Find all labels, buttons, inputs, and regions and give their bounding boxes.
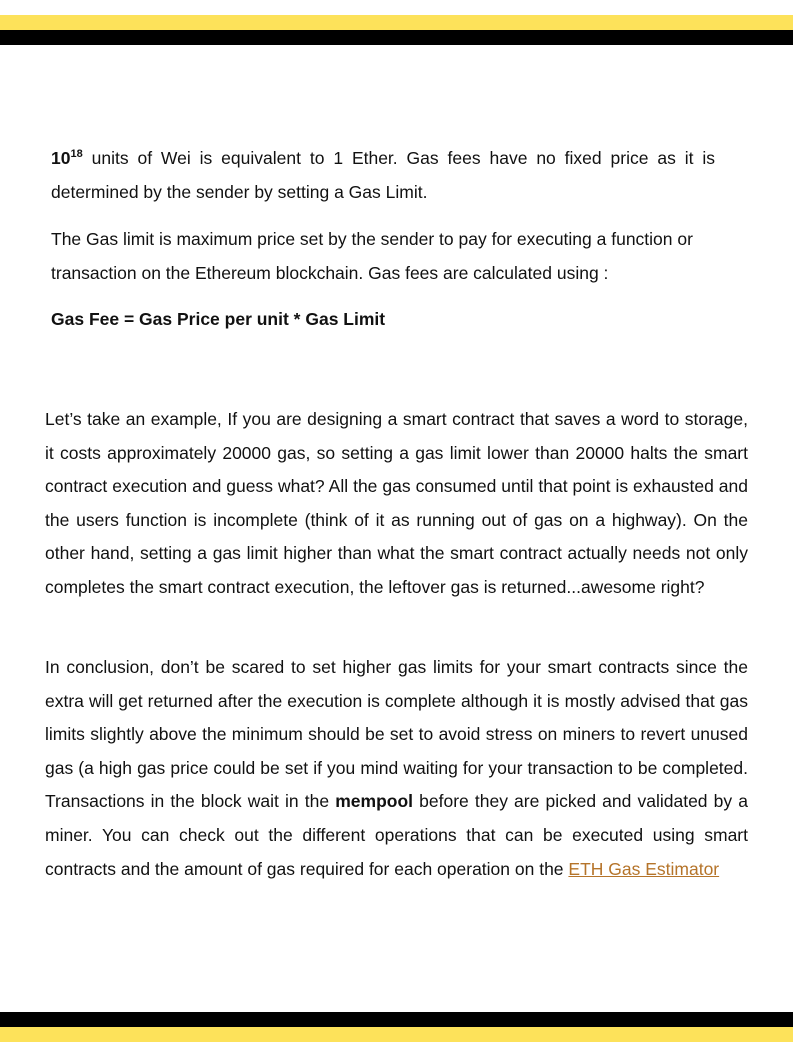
top-black-band [0,30,793,45]
power-base: 10 [51,148,71,168]
eth-gas-estimator-link[interactable]: ETH Gas Estimator [568,858,720,879]
power-exponent: 18 [70,148,83,160]
top-yellow-band [0,15,793,30]
conclusion-text-after: before they are picked and validated by a miner. You can check out the different operations that can be executed using smart contracts and the amount of gas required for each operation on the [45,791,748,879]
example-paragraph: Let’s take an example, If you are designing a smart contract that saves a word to storage, it costs approximately 20000 gas, so setting a gas limit lower than 20000 halts the smart contract execution and guess what? All the gas consumed until that point is exhausted and the users function is incomplete (think of it as running out of gas on a highway). On the other hand, setting a gas limit higher than what the smart contract actually needs not only completes the smart contract execution, the leftover gas is returned...awesome right? [45,409,748,597]
gas-fee-formula: Gas Fee = Gas Price per unit * Gas Limit [51,309,386,329]
intro-paragraph-wei-text: units of Wei is equivalent to 1 Ether. Gas fees have no fixed price as it is determined by the sender by setting a Gas Limit. [51,148,715,202]
intro-paragraph-wei [51,142,715,209]
conclusion-paragraph [45,651,748,886]
intro-paragraph-gas-limit: The Gas limit is maximum price set by the sender to pay for executing a function or transaction on the Ethereum blockchain. Gas fees are calculated using : [51,229,693,283]
bottom-yellow-band [0,1027,793,1042]
bottom-black-band [0,1012,793,1027]
conclusion-text-before: In conclusion, don’t be scared to set higher gas limits for your smart contracts since the extra will get returned after the execution is complete although it is mostly advised that gas limits slightly above the minimum should be set to avoid stress on miners to revert unused gas (a high gas price could be set if you mind waiting for your transaction to be completed. Transactions in the block wait in the [45,657,748,812]
mempool-term: mempool [335,791,414,812]
